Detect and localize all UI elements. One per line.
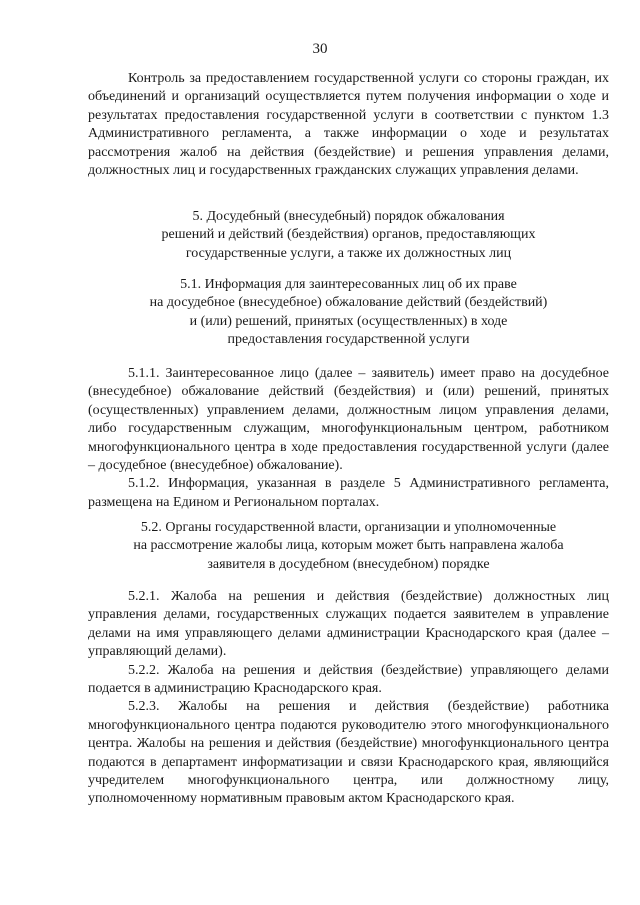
paragraph-5-2-2: 5.2.2. Жалоба на решения и действия (бездействие) управляющего делами подается в администрацию Краснодарского края. [88, 662, 609, 697]
section-5-2-heading-line: 5.2. Органы государственной власти, организации и уполномоченные [140, 520, 557, 535]
section-5-2-heading [88, 519, 609, 574]
paragraph-5-2-1: 5.2.1. Жалоба на решения и действия (бездействие) должностных лиц управления делами, государственных служащих подается заявителем в управление делами на имя управляющего делами администрации Краснодарского края (далее – управляющий делами). [88, 589, 609, 660]
paragraph-5-2-3: 5.2.3. Жалобы на решения и действия (бездействие) работника многофункционального центра подаются руководителю этого многофункционального центра. Жалобы на решения и действия (бездействие) многофункционального центра подаются в департамент информатизации и связи Краснодарского края, являющийся учредителем многофункционального центра, или должностному лицу, уполномоченному нормативным правовым актом Краснодарского края. [88, 699, 609, 807]
section-5-1-heading-line: предоставления государственной услуги [227, 332, 470, 348]
section-5-heading-line: 5. Досудебный (внесудебный) порядок обжалования [192, 209, 505, 224]
section-5-heading [88, 208, 609, 263]
page-number: 30 [312, 41, 328, 57]
section-5-heading-line: государственные услуги, а также их должностных лиц [185, 245, 512, 261]
paragraph-5-1-1: 5.1.1. Заинтересованное лицо (далее – заявитель) имеет право на досудебное (внесудебное) обжалование действий (бездействия) и (или) решений, принятых (осуществленных) управлением делами, должностным лицом управления делами, либо государственным служащим, многофункциональным центром, работником многофункционального центра в ходе предоставления государственной услуги (далее – досудебное (внесудебное) обжалование). [88, 366, 609, 474]
intro-text-block [88, 70, 609, 180]
section-5-heading-line: решений и действий (бездействия) органов, предоставляющих [161, 227, 536, 243]
section-5-2-body [88, 588, 609, 809]
section-5-1-heading [88, 276, 609, 350]
section-5-1-body [88, 365, 609, 512]
section-5-1-heading-line: 5.1. Информация для заинтересованных лиц об их праве [180, 277, 517, 292]
section-5-1-heading-line: и (или) решений, принятых (осуществленных) в ходе [189, 313, 508, 329]
intro-paragraph: Контроль за предоставлением государственной услуги со стороны граждан, их объединений и организаций осуществляется путем получения информации о ходе и результатах предоставления государственной услуги в соответствии с пунктом 1.3 Административного регламента, а также информации о ходе и результатах рассмотрения жалоб на действия (бездействие) и решения управления делами, должностных лиц и государственных гражданских служащих управления делами. [88, 71, 609, 179]
paragraph-5-1-2: 5.1.2. Информация, указанная в разделе 5 Административного регламента, размещена на Едином и Региональном порталах. [88, 476, 609, 510]
section-5-2-heading-line: на рассмотрение жалобы лица, которым может быть направлена жалоба [133, 538, 564, 554]
section-5-2-heading-line: заявителя в досудебном (внесудебном) порядке [207, 556, 490, 572]
section-5-1-heading-line: на досудебное (внесудебное) обжалование действий (бездействий) [149, 295, 548, 311]
